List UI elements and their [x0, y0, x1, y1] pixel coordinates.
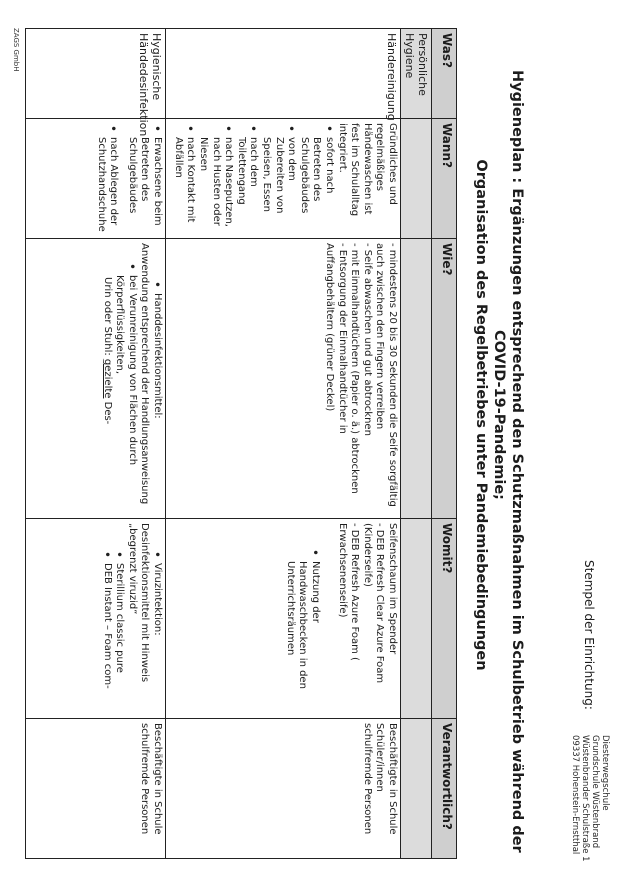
when-cell — [26, 119, 166, 239]
list-item: • nach Kontakt mit Abfällen — [171, 137, 196, 234]
list-item: • sofort nach Betreten des Schulgebäudes — [297, 137, 335, 234]
row-topic: Hygienische Händedesinfektion — [26, 29, 166, 119]
list-item: • von dem Zubereiten von Speisen, Essen — [259, 137, 297, 234]
row-topic: Händereinigung — [166, 29, 401, 119]
hygiene-plan-table — [25, 28, 457, 859]
when-cell — [166, 119, 401, 239]
list-item: Seifenschaum im Spender — [387, 523, 398, 655]
when-intro: Gründliches und regelmäßiges Händewaschen ist fest im Schulalltag integriert. — [336, 123, 398, 217]
title-line: Organisation des Regelbetriebes unter Pandemiebedingungen — [473, 159, 489, 671]
section-heading: Persönliche Hygiene — [401, 29, 432, 119]
document-title — [472, 70, 526, 853]
list-item: • Handdesinfektionsmittel: — [150, 293, 163, 514]
column-header-wann: Wann? — [432, 119, 457, 239]
list-item: • nach Naseputzen, nach Husten oder Niesen — [197, 137, 235, 234]
list-item: - mindestens 20 bis 30 Sekunden die Seife sorgfältig auch zwischen den Fingern verreiben — [374, 243, 398, 507]
stamp-line: 09337 Hohenstein-Ernstthal — [570, 735, 580, 855]
list-item: • Nutzung der Handwaschbecken in den Unterrichtsräumen — [283, 561, 321, 714]
footer-mark: ZAGS GmbH — [12, 28, 20, 72]
list-item: • nach Ablegen der Schutzhandschuhe — [94, 137, 119, 234]
column-header-wie: Wie? — [432, 239, 457, 519]
with-bullets — [283, 547, 321, 714]
table-header-row — [432, 29, 457, 859]
title-line: Hygieneplan : Ergänzungen entsprechend den Schutzmaßnahmen im Schulbetrieb während der — [509, 70, 525, 853]
when-list — [171, 123, 335, 234]
with-cell — [166, 519, 401, 719]
responsible-cell: Beschäftigte in Schule Schüler/innen schulfremde Personen — [166, 719, 401, 859]
list-item: - Seife abwaschen und gut abtrocknen — [361, 243, 373, 436]
with-cell — [26, 519, 166, 719]
list-item: • DEB Instant – Foam com- — [100, 563, 113, 714]
section-row — [401, 29, 432, 859]
school-stamp — [570, 735, 610, 885]
stamp-line: Diesterwegschule — [600, 735, 610, 811]
list-item: • Sterillium classic pure — [113, 563, 126, 714]
title-line: COVID-19-Pandemie; — [491, 330, 507, 500]
stamp-label: Stempel der Einrichtung: — [582, 560, 596, 710]
list-item: - DEB Refresh Azure Foam ( Erwachsenenseife) — [336, 523, 361, 661]
column-header-verantwortlich: Verantwortlich? — [432, 719, 457, 859]
table-row — [26, 29, 166, 859]
when-list — [94, 123, 163, 234]
stamp-line: Grundschule Wüstenbrand — [590, 735, 600, 849]
column-header-was: Was? — [432, 29, 457, 119]
list-item: - mit Einmalhandtüchern (Papier o. ä.) abtrocknen — [349, 243, 361, 494]
column-header-womit: Womit? — [432, 519, 457, 719]
list-item: • Viruzintektion: — [150, 563, 163, 714]
list-item: • bei Verunreinigung von Flächen durch Körperflüssigkeiten, — [113, 275, 138, 514]
how-text: Anwendung entsprechend der Handlungsanweisung — [139, 243, 151, 505]
responsible-cell: Beschäftigte in Schule schulfremde Personen — [26, 719, 166, 859]
how-cell — [26, 239, 166, 519]
list-item: • Erwachsene beim Betreten des Schulgebäudes — [125, 137, 163, 234]
with-text: Desinfektionsmittel mit Hinweis „begrenzt viruzid“ — [126, 523, 151, 683]
list-item: - DEB Refresh Clear Azure Foam (Kinderseife) — [361, 523, 386, 684]
how-text: Urin oder Stuhl: gezielte Des- — [101, 277, 113, 425]
how-cell — [166, 239, 401, 519]
table-row — [166, 29, 401, 859]
list-item: - Entsorgung der Einmalhandtücher in Auffangbehältern (grüner Deckel) — [324, 243, 348, 434]
list-item: • nach dem Toilettengang — [234, 137, 259, 234]
stamp-line: Wüstenbrander Schulstraße 1 — [580, 735, 590, 862]
